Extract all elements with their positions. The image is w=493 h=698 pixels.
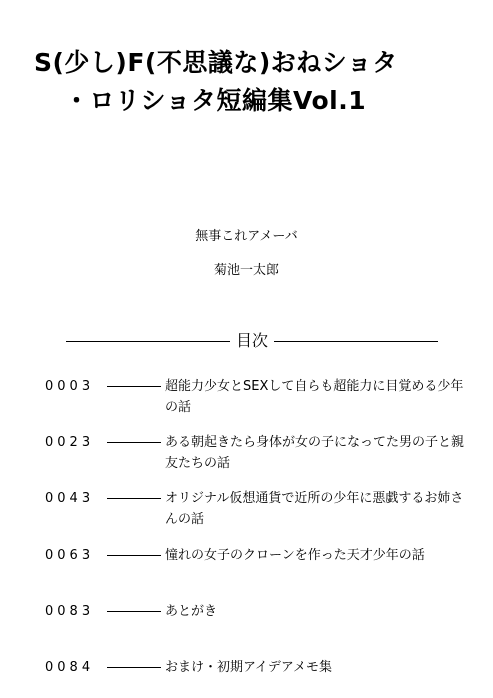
toc-entry-title: 超能力少女とSEXして自らも超能力に目覚める少年の話 bbox=[165, 379, 464, 415]
toc-entry-title: 憧れの女子のクローンを作った天才少年の話 bbox=[165, 548, 425, 563]
toc-entry-page: 0023 bbox=[45, 435, 95, 450]
book-title bbox=[34, 44, 474, 120]
toc-entry-title: オリジナル仮想通貨で近所の少年に悪戯するお姉さんの話 bbox=[165, 491, 464, 527]
toc-entry[interactable] bbox=[45, 488, 475, 530]
toc-entry-leader bbox=[107, 611, 161, 612]
toc-entry-page: 0043 bbox=[45, 491, 95, 506]
toc-heading-label: 目次 bbox=[236, 331, 269, 350]
author-name: 菊池一太郎 bbox=[213, 263, 279, 278]
toc-entry-page: 0063 bbox=[45, 548, 95, 563]
toc-entry-page: 0084 bbox=[45, 660, 95, 675]
toc-entry-page: 0003 bbox=[45, 379, 95, 394]
toc-heading-rule-right bbox=[274, 341, 438, 342]
title-line-1: S(少し)F(不思議な)おねショタ bbox=[34, 48, 398, 77]
toc-entry[interactable] bbox=[45, 601, 475, 622]
toc-heading bbox=[66, 330, 438, 352]
toc-entry-leader bbox=[107, 555, 161, 556]
toc-entry-leader bbox=[107, 498, 161, 499]
toc-entry-page: 0083 bbox=[45, 604, 95, 619]
toc-entry[interactable] bbox=[45, 545, 475, 566]
author-circle: 無事これアメーバ bbox=[195, 229, 298, 244]
toc-entry-leader bbox=[107, 667, 161, 668]
toc-entry-leader bbox=[107, 386, 161, 387]
toc-entry-title: ある朝起きたら身体が女の子になってた男の子と親友たちの話 bbox=[165, 435, 465, 471]
toc-entry-title: おまけ・初期アイデアメモ集 bbox=[165, 660, 333, 675]
toc-entry[interactable] bbox=[45, 657, 475, 678]
toc-heading-rule-left bbox=[66, 341, 230, 342]
toc-entry-title: あとがき bbox=[165, 604, 218, 619]
title-line-2: ・ロリショタ短編集Vol.1 bbox=[64, 86, 367, 115]
toc-entry-leader bbox=[107, 442, 161, 443]
toc-entry[interactable] bbox=[45, 376, 475, 418]
toc-entry[interactable] bbox=[45, 432, 475, 474]
